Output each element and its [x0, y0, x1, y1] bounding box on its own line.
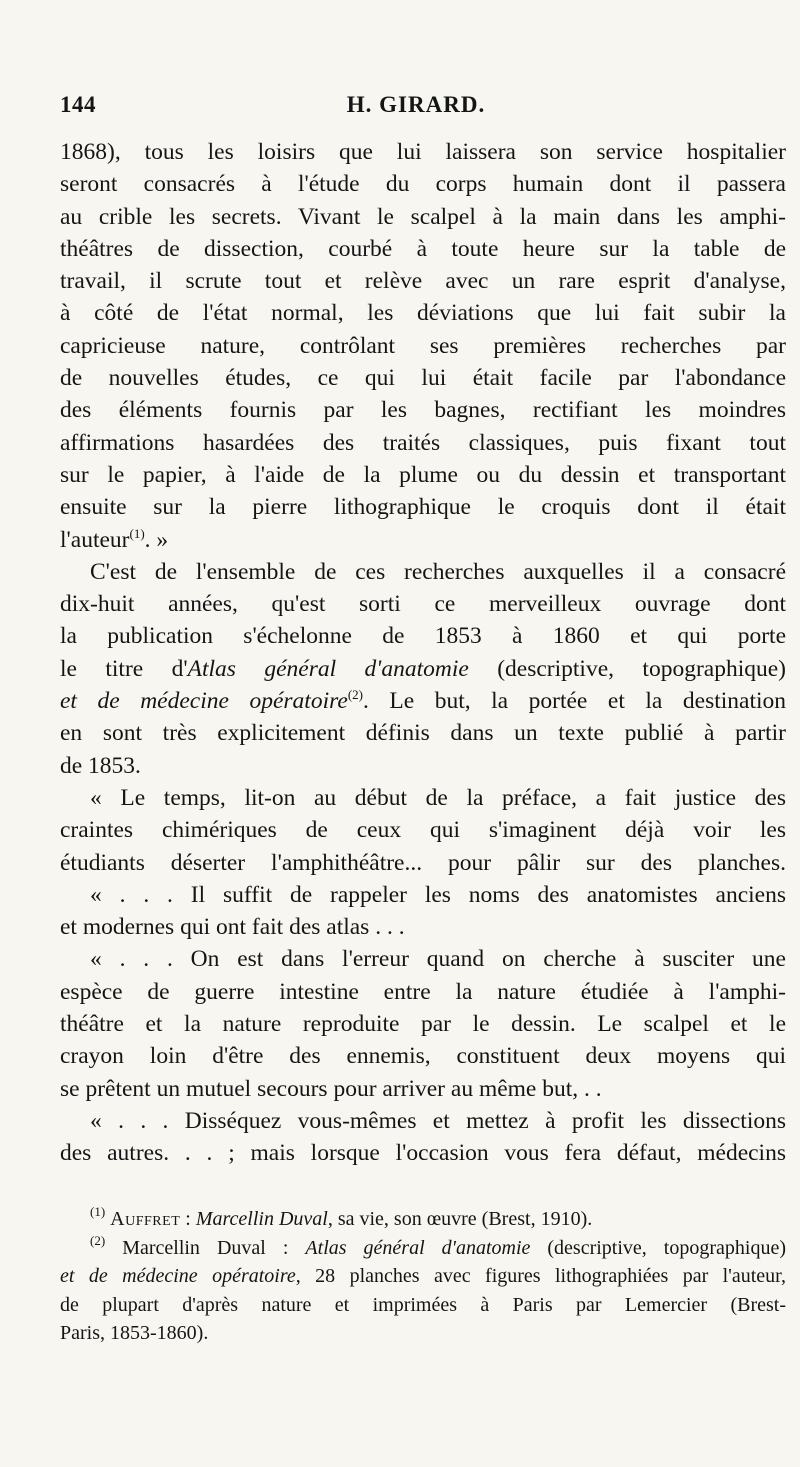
text-line: ensuite sur la pierre lithographique le croquis dont il était — [60, 494, 786, 521]
text-line: « . . . On est dans l'erreur quand on cherche à susciter une — [90, 946, 786, 973]
text-line: C'est de l'ensemble de ces recherches auxquelles il a consacré — [90, 558, 786, 585]
page-header — [60, 92, 772, 128]
text-line: théâtre et la nature reproduite par le dessin. Le scalpel et le — [60, 1011, 786, 1038]
quote-1 — [60, 782, 786, 879]
text-line: de 1853. — [60, 752, 141, 779]
text-fragment: . Le but, la portée et la destination — [362, 688, 787, 715]
text-line: la publication s'échelonne de 1853 à 1860 et qui porte — [60, 623, 786, 650]
text-fragment: . » — [144, 526, 169, 553]
text-line: étudiants déserter l'amphithéâtre... pour pâlir sur des planches. — [60, 849, 786, 876]
text-line: au crible les secrets. Vivant le scalpel à la main dans les amphi- — [60, 203, 786, 230]
text-fragment: Marcellin Duval : — [122, 1236, 306, 1259]
text-line: « Le temps, lit-on au début de la préface, a fait justice des — [90, 784, 786, 811]
text-line: craintes chimériques de ceux qui s'imaginent déjà voir les — [60, 817, 786, 844]
footnotes — [60, 1205, 786, 1348]
text-fragment: , sa vie, son œuvre (Brest, 1910). — [327, 1208, 593, 1230]
text-line: travail, il scrute tout et relève avec un rare esprit d'analyse, — [60, 268, 786, 295]
footnote-2 — [60, 1234, 786, 1348]
paragraph-1 — [60, 136, 786, 556]
text-fragment: (descriptive, topographique) — [468, 655, 786, 682]
text-line: capricieuse nature, contrôlant ses premières recherches par — [60, 332, 786, 359]
text-line — [60, 653, 786, 685]
quote-3 — [60, 943, 786, 1104]
text-line — [60, 685, 786, 717]
text-line: en sont très explicitement définis dans un texte publié à partir — [60, 720, 786, 747]
text-line — [60, 524, 786, 556]
text-line: crayon loin d'être des ennemis, constituent deux moyens qui — [60, 1043, 786, 1070]
text-line: espèce de guerre intestine entre la nature étudiée à l'amphi- — [60, 978, 786, 1005]
text-fragment: le titre d' — [60, 655, 188, 682]
text-fragment: , 28 planches avec figures lithographiées par l'auteur, — [295, 1265, 786, 1287]
atlas-title: Atlas général d'anatomie — [187, 655, 469, 682]
footnote-title: Marcellin Duval — [195, 1208, 328, 1230]
footnote-line — [60, 1205, 786, 1234]
footnote-line: Paris, 1853-1860). — [60, 1322, 209, 1344]
quote-2 — [60, 879, 786, 944]
text-line: sur le papier, à l'aide de la plume ou du dessin et transportant — [60, 461, 786, 488]
footnote-title-cont: et de médecine opératoire — [60, 1265, 296, 1287]
text-line: et modernes qui ont fait des atlas . . . — [60, 914, 405, 941]
text-line: dix-huit années, qu'est sorti ce merveilleux ouvrage dont — [60, 591, 786, 618]
text-line: des éléments fournis par les bagnes, rectifiant les moindres — [60, 397, 786, 424]
footnote-author: Auffret — [110, 1208, 181, 1230]
page-number: 144 — [60, 92, 96, 117]
quote-4 — [60, 1105, 786, 1170]
text-line: « . . . Disséquez vous-mêmes et mettez à profit les dissections — [90, 1107, 786, 1134]
footnote-mark: (2) — [90, 1232, 106, 1248]
footnote-1 — [60, 1205, 786, 1234]
footnote-mark: (1) — [90, 1204, 106, 1219]
running-head: H. GIRARD. — [346, 92, 486, 117]
footnote-line: de plupart d'après nature et imprimées à Paris par Lemercier (Brest- — [60, 1293, 786, 1316]
atlas-title-cont: et de médecine opératoire — [60, 688, 348, 715]
text-line: théâtres de dissection, courbé à toute heure sur la table de — [60, 235, 786, 262]
text-line: « . . . Il suffit de rappeler les noms des anatomistes anciens — [90, 881, 786, 908]
text-line: à côté de l'état normal, les déviations que lui fait subir la — [60, 300, 786, 327]
text-fragment: : — [180, 1208, 196, 1230]
text-fragment: l'auteur — [60, 526, 130, 553]
footnote-separator — [60, 1192, 61, 1193]
text-line: seront consacrés à l'étude du corps humain dont il passera — [60, 171, 786, 198]
footnote-title: Atlas général d'anatomie — [305, 1236, 531, 1259]
main-text — [60, 136, 786, 1170]
footnote-line — [60, 1234, 786, 1263]
text-line: des autres. . . ; mais lorsque l'occasion vous fera défaut, médecins — [60, 1140, 786, 1167]
footnote-line — [60, 1262, 786, 1291]
text-fragment: (descriptive, topographique) — [530, 1236, 786, 1259]
text-line: se prêtent un mutuel secours pour arriver au même but, . . — [60, 1075, 602, 1102]
paragraph-2 — [60, 556, 786, 782]
text-line: 1868), tous les loisirs que lui laissera son service hospitalier — [60, 139, 786, 165]
footnote-ref-1: (1) — [129, 525, 145, 541]
footnote-ref-2: (2) — [347, 687, 363, 703]
text-line: de nouvelles études, ce qui lui était facile par l'abondance — [60, 365, 786, 392]
text-line: affirmations hasardées des traités classiques, puis fixant tout — [60, 429, 786, 456]
